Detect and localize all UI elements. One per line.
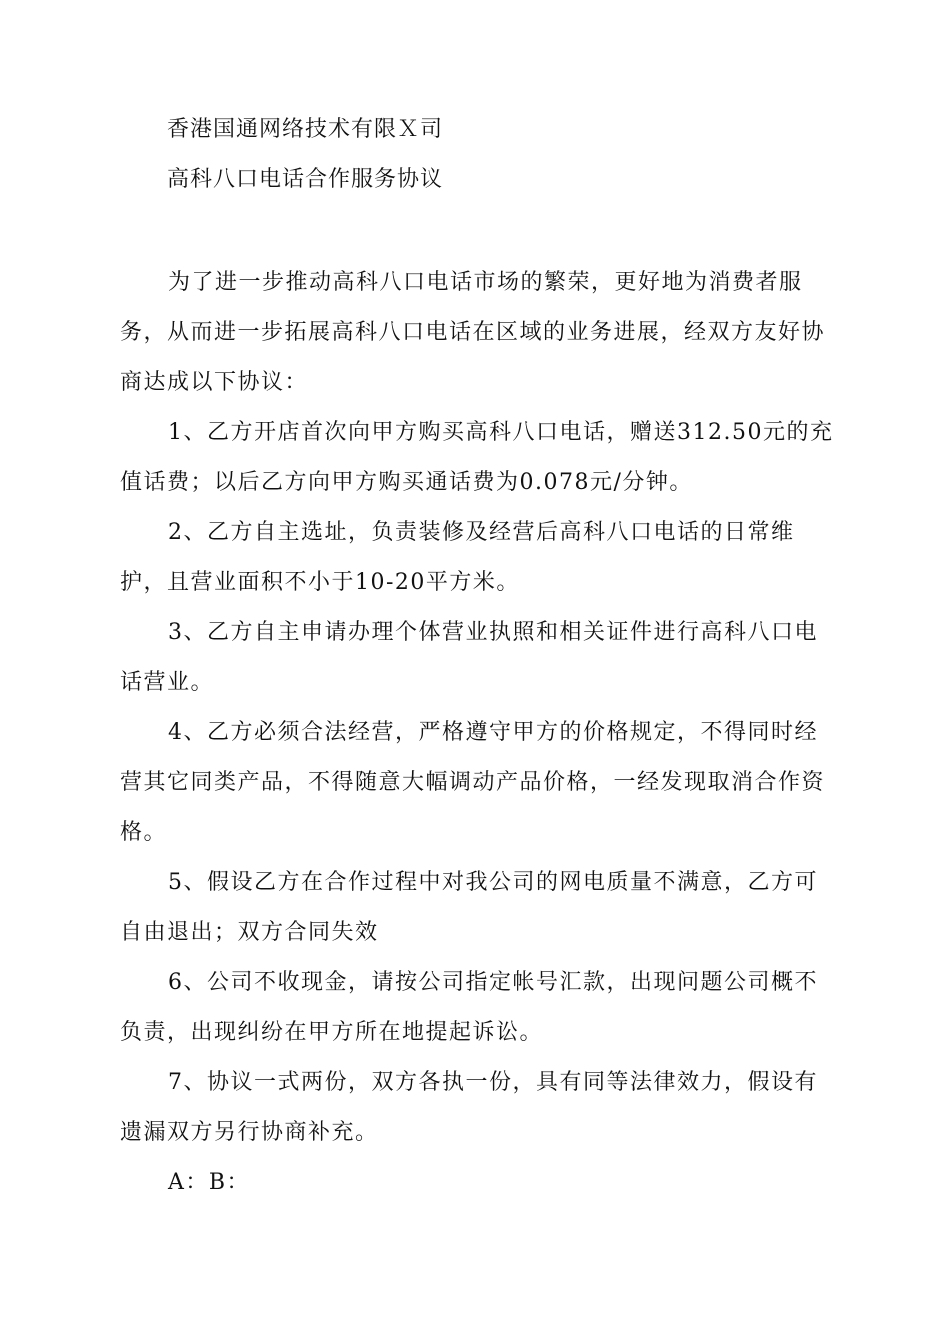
clause-4: 4、乙方必须合法经营，严格遵守甲方的价格规定，不得同时经营其它同类产品，不得随意大幅调动产品价格，一经发现取消合作资格。 — [120, 720, 826, 845]
company-name: 香港国通网络技术有限Ｘ司 — [167, 117, 444, 142]
clause-5: 5、假设乙方在合作过程中对我公司的网电质量不满意，乙方可自由退出；双方合同失效 — [120, 870, 818, 945]
clause-1: 1、乙方开店首次向甲方购买高科八口电话，赠送312.50元的充值话费；以后乙方向甲方购买通话费为0.078元/分钟。 — [120, 420, 834, 495]
clause-6: 6、公司不收现金，请按公司指定帐号汇款，出现问题公司概不负责，出现纠纷在甲方所在地提起诉讼。 — [120, 970, 818, 1045]
clause-7: 7、协议一式两份，双方各执一份，具有同等法律效力，假设有遗漏双方另行协商补充。 — [120, 1070, 818, 1145]
agreement-body — [120, 258, 835, 1208]
clause-2: 2、乙方自主选址，负责装修及经营后高科八口电话的日常维护，且营业面积不小于10-20平方米。 — [120, 520, 795, 595]
document-title: 高科八口电话合作服务协议 — [167, 167, 444, 192]
intro-paragraph: 为了进一步推动高科八口电话市场的繁荣，更好地为消费者服务，从而进一步拓展高科八口电话在区域的业务进展，经双方友好协商达成以下协议： — [120, 270, 826, 395]
signature-line: A：B： — [168, 1170, 251, 1195]
clause-3: 3、乙方自主申请办理个体营业执照和相关证件进行高科八口电话营业。 — [120, 620, 818, 695]
